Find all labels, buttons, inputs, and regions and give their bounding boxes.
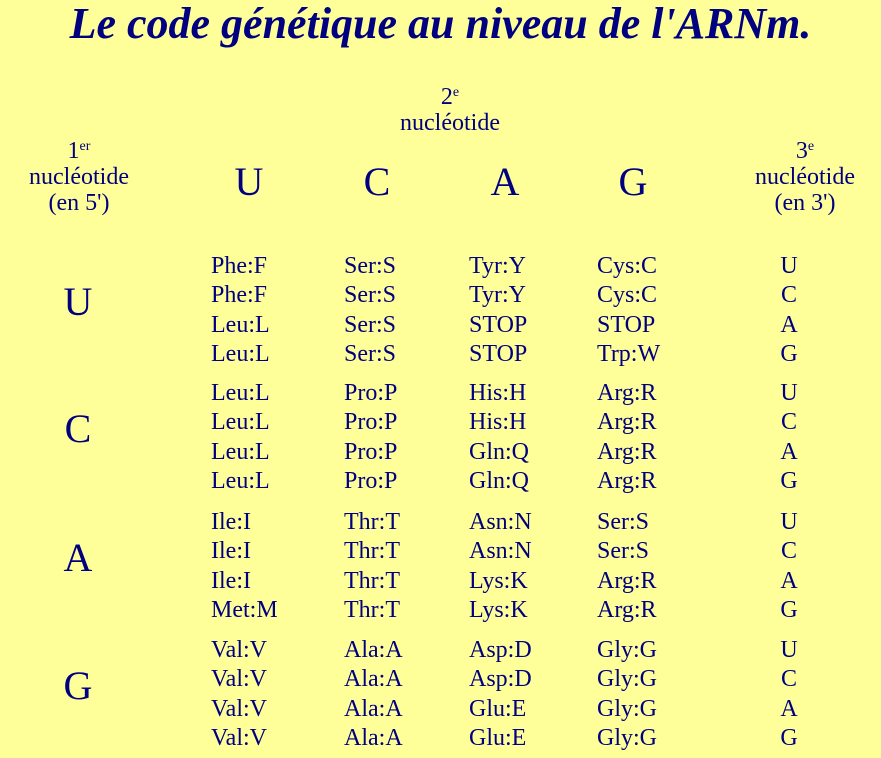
first-nucleotide-side: (en 5') [48, 190, 110, 216]
codon-cell: Ala:A [344, 724, 403, 751]
third-nucleotide-side: (en 3') [774, 190, 836, 216]
second-nucleotide-label: nucléotide [400, 110, 500, 136]
codon-cell: Ala:A [344, 695, 403, 722]
codon-cell: Glu:E [469, 724, 527, 751]
codon-cell: Arg:R [597, 567, 657, 594]
codon-cell: Thr:T [344, 538, 400, 565]
codon-cell: Tyr:Y [469, 282, 526, 309]
codon-cell: Cys:C [597, 282, 658, 309]
codon-cell: Leu:L [211, 409, 270, 436]
third-nucleotide-header [730, 138, 880, 216]
third-base: A [780, 567, 798, 594]
codon-cell: Arg:R [597, 438, 657, 465]
third-base: C [780, 666, 797, 693]
third-nucleotide-sup: e [807, 139, 815, 154]
codon-cell: Ser:S [597, 538, 650, 565]
third-base: G [780, 340, 798, 367]
codon-cell: Ile:I [211, 567, 251, 594]
third-base: G [780, 724, 798, 751]
codon-cell: Asp:D [469, 637, 532, 663]
codon-cell: Gly:G [597, 724, 657, 751]
codon-cell: Pro:P [344, 438, 398, 465]
third-base: U [780, 380, 798, 406]
codon-cell: Ser:S [344, 311, 397, 338]
third-base: C [780, 409, 797, 436]
codon-cell: Leu:L [211, 438, 270, 465]
codon-cell: Val:V [211, 695, 267, 722]
codon-cell: Tyr:Y [469, 253, 526, 279]
third-base: U [780, 509, 798, 535]
codon-cell: Ile:I [211, 509, 251, 535]
codon-cell: Pro:P [344, 467, 398, 494]
codon-cell: Asn:N [469, 509, 532, 535]
codon-cell: Leu:L [211, 311, 270, 338]
codon-cell: Gly:G [597, 666, 657, 693]
codon-cell: Phe:F [211, 282, 268, 309]
codon-cell: Pro:P [344, 409, 398, 436]
third-base: G [780, 467, 798, 494]
second-nucleotide-number: 2 [440, 84, 453, 110]
codon-cell: Asn:N [469, 538, 532, 565]
codon-cell: Val:V [211, 724, 267, 751]
third-base: U [780, 253, 798, 279]
codon-cell: Leu:L [211, 380, 270, 406]
third-base: A [780, 438, 798, 465]
codon-cell: Ser:S [344, 282, 397, 309]
first-nucleotide-sup: er [79, 139, 91, 154]
codon-cell: Phe:F [211, 253, 268, 279]
codon-cell: Leu:L [211, 467, 270, 494]
codon-cell: Arg:R [597, 380, 657, 406]
first-nucleotide-number: 1 [67, 138, 80, 164]
base-header-A: A [490, 159, 520, 204]
codon-cell: Arg:R [597, 467, 657, 494]
codon-cell: Gly:G [597, 695, 657, 722]
codon-cell: Thr:T [344, 509, 400, 535]
third-base: U [780, 637, 798, 663]
codon-cell: Arg:R [597, 596, 657, 623]
third-nucleotide-label: nucléotide [755, 164, 855, 190]
third-base: A [780, 695, 798, 722]
codon-cell: Ser:S [344, 253, 397, 279]
third-base: G [780, 596, 798, 623]
codon-cell: Gln:Q [469, 467, 529, 494]
second-nucleotide-sup: e [452, 85, 460, 100]
codon-cell: Ala:A [344, 666, 403, 693]
first-nucleotide-label: nucléotide [29, 164, 129, 190]
codon-cell: Glu:E [469, 695, 527, 722]
third-base: A [780, 311, 798, 338]
codon-cell: Met:M [211, 596, 278, 623]
base-header-U: U [234, 159, 264, 204]
codon-cell: Leu:L [211, 340, 270, 367]
codon-cell: Asp:D [469, 666, 532, 693]
codon-cell: STOP [469, 311, 528, 338]
codon-cell: Trp:W [597, 340, 661, 367]
codon-cell: Val:V [211, 666, 267, 693]
codon-cell: Gly:G [597, 637, 657, 663]
codon-cell: STOP [469, 340, 528, 367]
codon-cell: Ala:A [344, 637, 403, 663]
third-nucleotide-number: 3 [795, 138, 808, 164]
codon-cell: Lys:K [469, 567, 528, 594]
codon-cell: Pro:P [344, 380, 398, 406]
codon-cell: Val:V [211, 637, 267, 663]
codon-cell: Thr:T [344, 567, 400, 594]
third-base: C [780, 282, 797, 309]
first-base-0: U [63, 279, 93, 324]
codon-cell: Arg:R [597, 409, 657, 436]
codon-cell: His:H [469, 380, 527, 406]
base-header-G: G [618, 159, 648, 204]
codon-cell: His:H [469, 409, 527, 436]
codon-cell: STOP [597, 311, 656, 338]
codon-cell: Thr:T [344, 596, 400, 623]
codon-cell: Cys:C [597, 253, 658, 279]
third-base: C [780, 538, 797, 565]
first-base-2: A [63, 535, 93, 580]
base-header-C: C [363, 159, 391, 204]
codon-cell: Gln:Q [469, 438, 529, 465]
codon-cell: Ser:S [344, 340, 397, 367]
codon-cell: Lys:K [469, 596, 528, 623]
first-nucleotide-header [4, 138, 154, 216]
codon-cell: Ser:S [597, 509, 650, 535]
first-base-1: C [64, 406, 92, 451]
codon-cell: Ile:I [211, 538, 251, 565]
first-base-3: G [63, 663, 93, 708]
second-nucleotide-header [370, 84, 530, 136]
page-title: Le code génétique au niveau de l'ARNm. [69, 0, 812, 48]
